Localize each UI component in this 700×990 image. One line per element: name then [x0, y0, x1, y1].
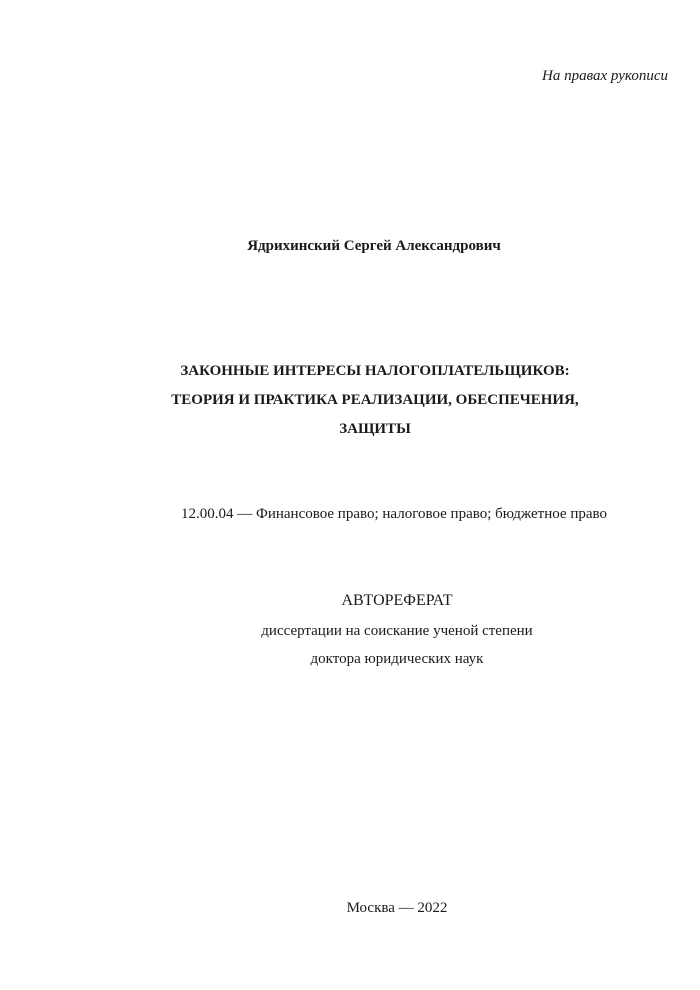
place-year: Москва — 2022 [346, 900, 448, 916]
manuscript-note: На правах рукописи [542, 68, 668, 84]
dissertation-title [0, 357, 700, 444]
abstract-heading: АВТОРЕФЕРАТ [341, 592, 453, 609]
title-line: ЗАЩИТЫ [339, 421, 411, 437]
abstract-block [0, 587, 700, 673]
author-name: Ядрихинский Сергей Александрович [247, 238, 501, 254]
specialty-code: 12.00.04 — Финансовое право; налоговое право; бюджетное право [180, 506, 607, 522]
abstract-line: доктора юридических наук [310, 651, 484, 667]
title-line: ЗАКОННЫЕ ИНТЕРЕСЫ НАЛОГОПЛАТЕЛЬЩИКОВ: [180, 363, 570, 379]
abstract-line: диссертации на соискание ученой степени [261, 623, 533, 639]
title-line: ТЕОРИЯ И ПРАКТИКА РЕАЛИЗАЦИИ, ОБЕСПЕЧЕНИЯ, [171, 392, 579, 408]
